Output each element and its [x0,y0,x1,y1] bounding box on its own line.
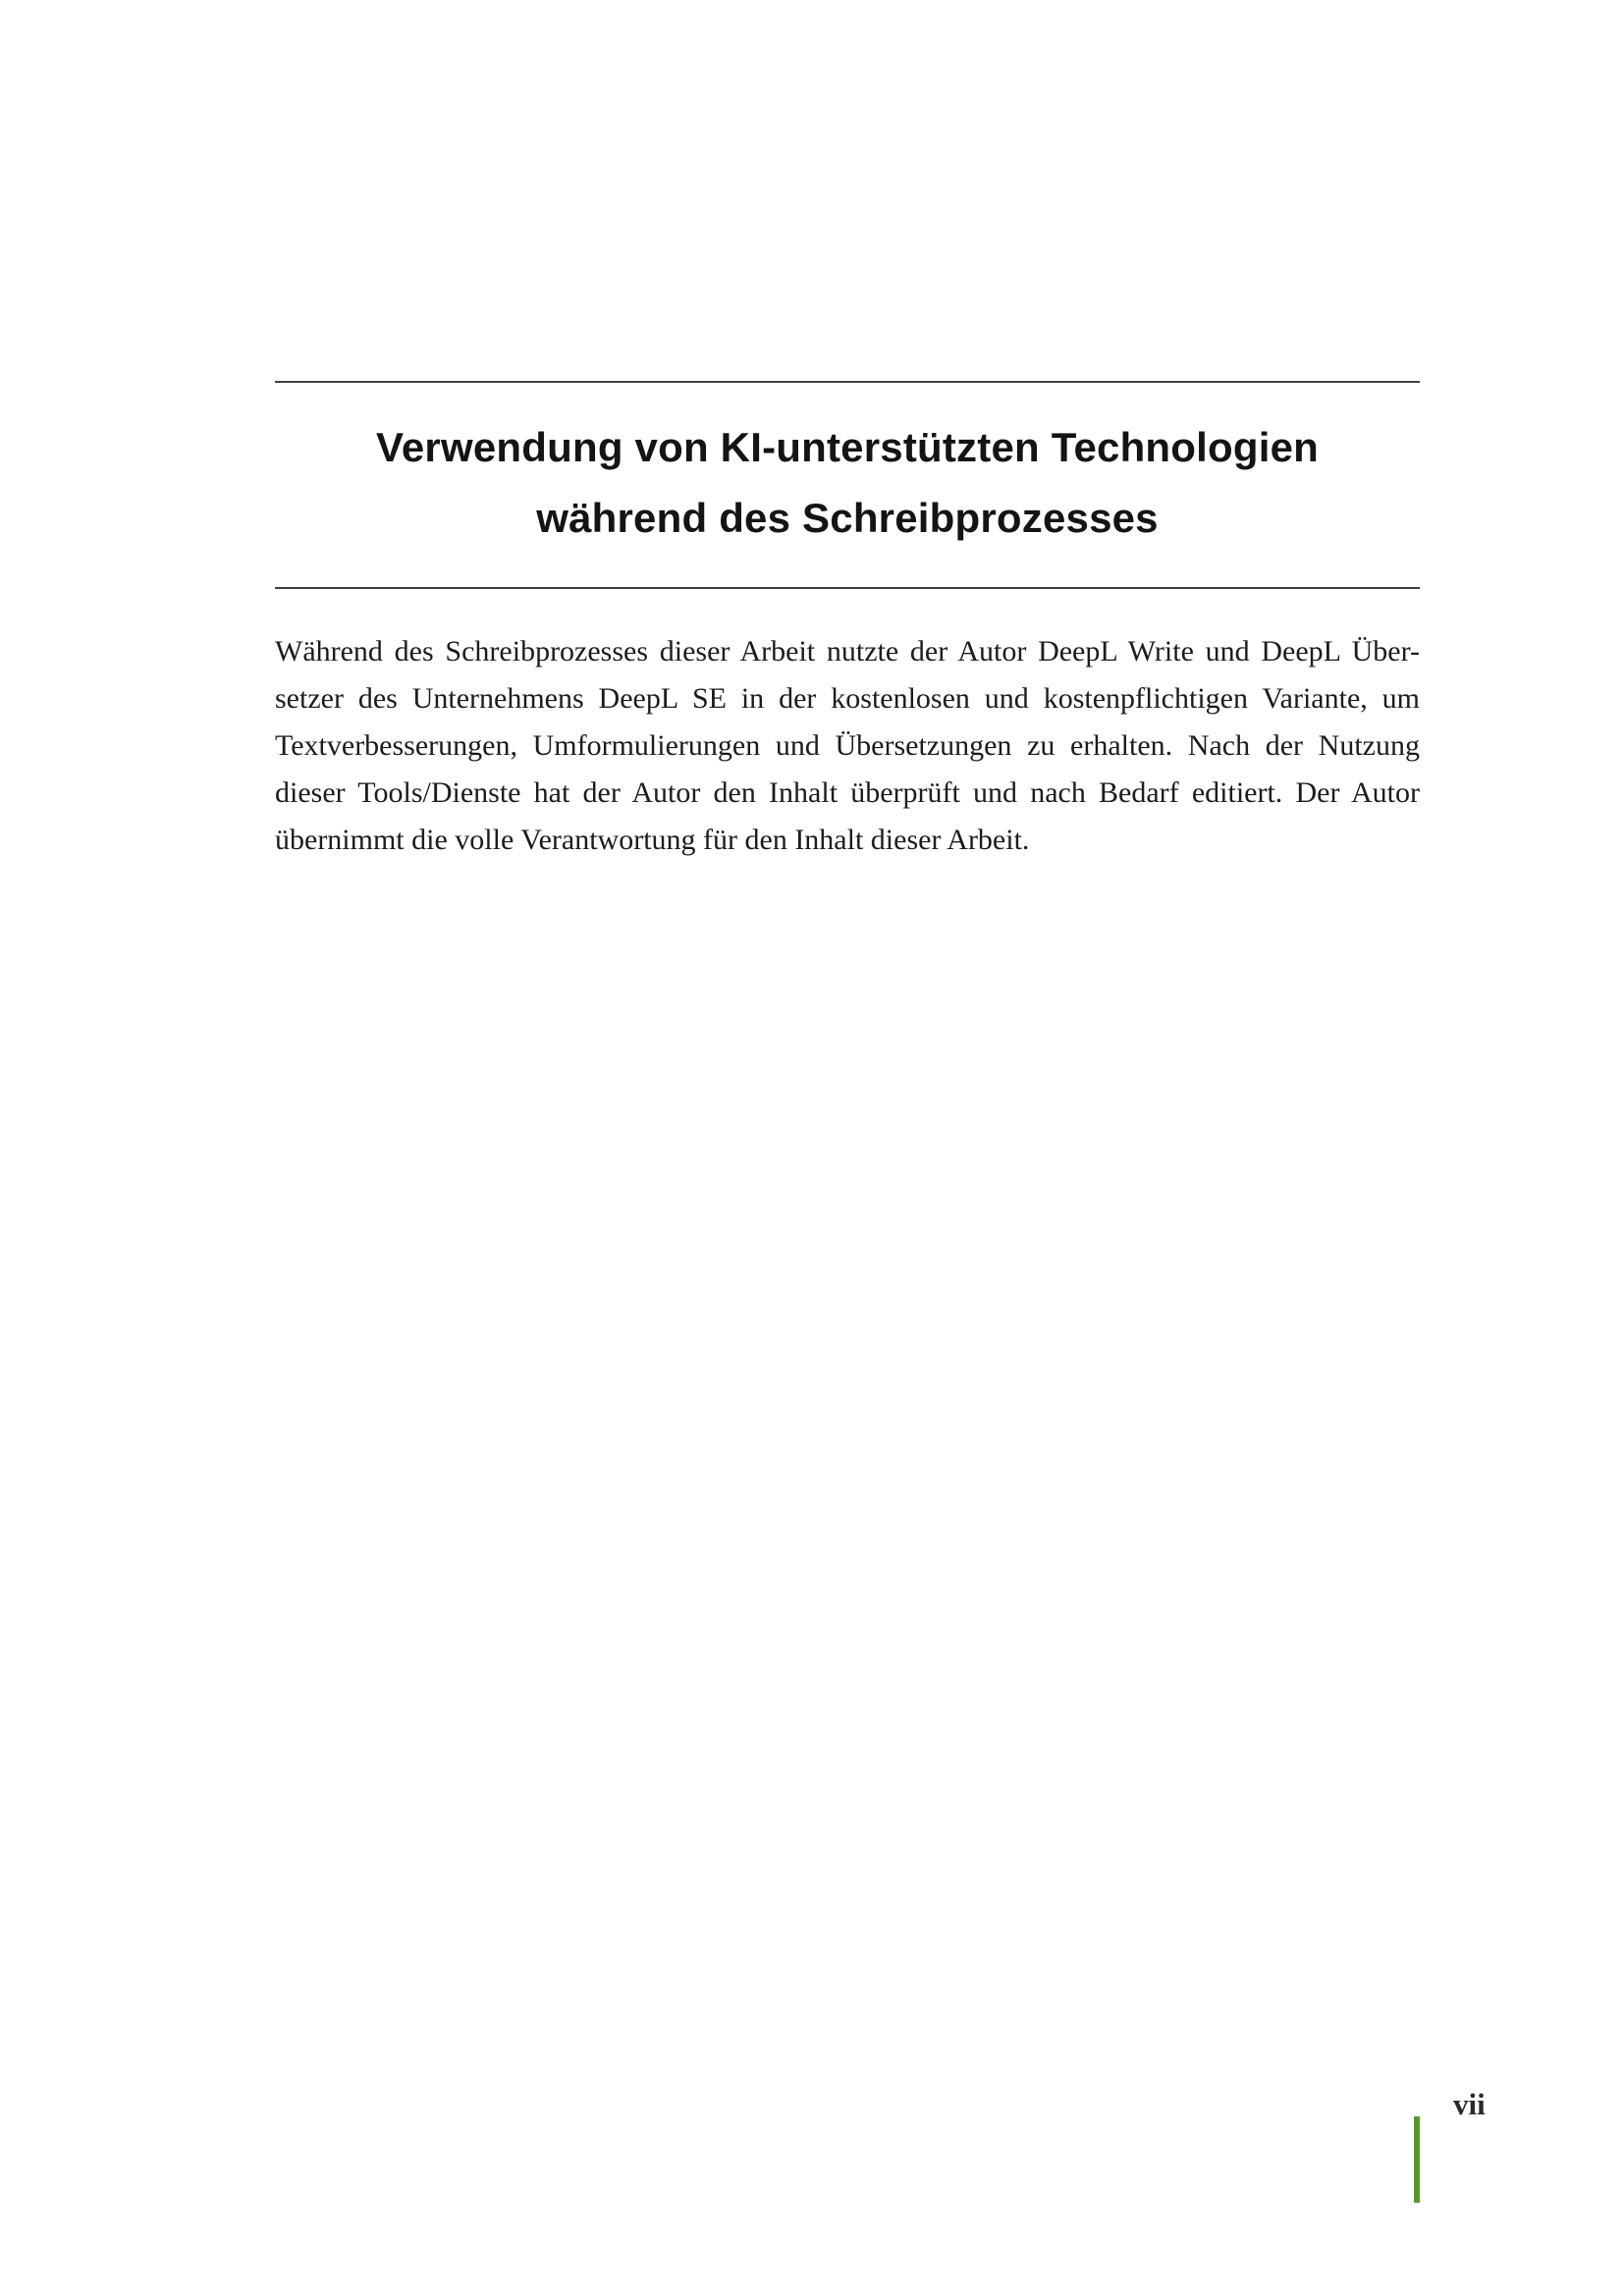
page-title [275,383,1420,587]
declaration-paragraph [275,628,1420,864]
title-block [275,381,1420,589]
paragraph-line: setzer des Unternehmens DeepL SE in der kostenlosen und kostenpflichtigen Variante, um [275,682,1420,715]
paragraph-line: dieser Tools/Dienste hat der Autor den Inhalt überprüft und nach Bedarf editiert. Der Autor [275,776,1420,809]
paragraph-line: übernimmt die volle Verantwortung für den Inhalt dieser Arbeit. [275,824,1030,856]
paragraph-line: Während des Schreibprozesses dieser Arbeit nutzte der Autor DeepL Write und DeepL Über- [275,635,1420,667]
page-number: vii [1453,2087,1486,2121]
paragraph-line: Textverbesserungen, Umformulierungen und Übersetzungen zu erhalten. Nach der Nutzung [275,729,1420,762]
footer-accent-bar [1414,2116,1420,2203]
title-bottom-rule [275,587,1420,589]
page-title-line-1: Verwendung von KI-unterstützten Technologien [375,424,1320,470]
page-title-line-2: während des Schreibprozesses [536,495,1159,541]
